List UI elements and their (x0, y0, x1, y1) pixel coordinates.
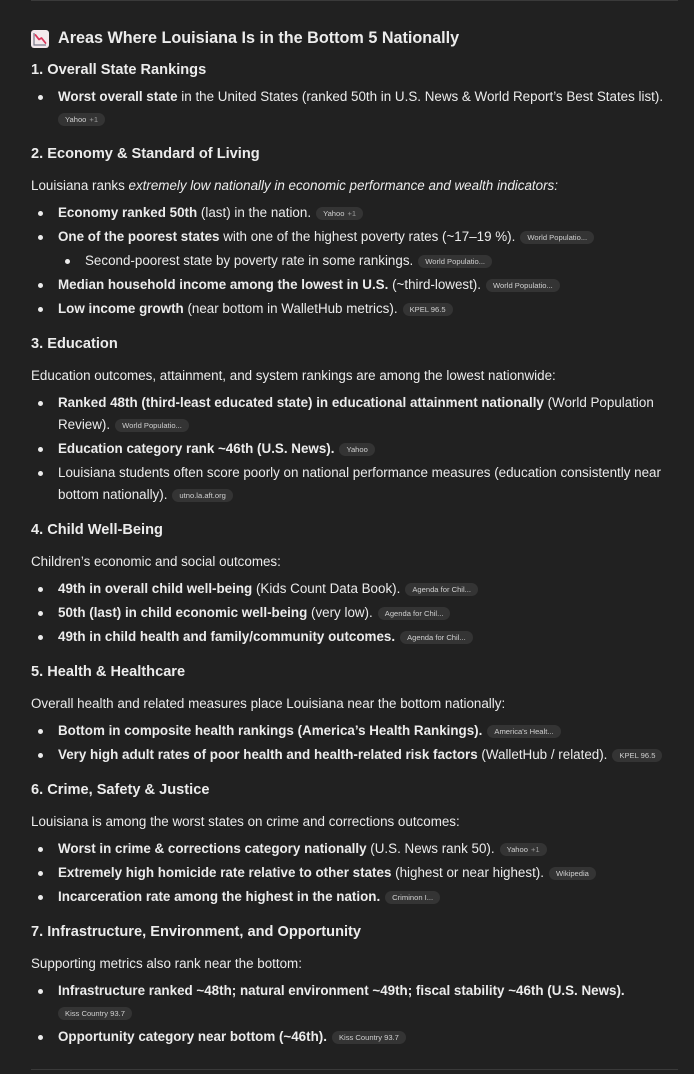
list-item: Low income growth (near bottom in WalletHub metrics). KPEL 96.5 (31, 298, 678, 320)
list-item: Louisiana students often score poorly on national performance measures (education consistently near bottom nationally). utno.la.aft.org (31, 462, 678, 506)
item-bold: Worst overall state (58, 89, 178, 104)
source-chip[interactable]: Yahoo +1 (316, 207, 363, 220)
list-item: Economy ranked 50th (last) in the nation. Yahoo +1 (31, 202, 678, 224)
section-intro-economy: Louisiana ranks extremely low nationally in economic performance and wealth indicators: (31, 178, 558, 193)
source-chip[interactable]: Yahoo +1 (500, 843, 547, 856)
section-heading-education: 3. Education (31, 336, 118, 352)
section-heading-overall-rankings: 1. Overall State Rankings (31, 62, 207, 78)
section-heading-economy: 2. Economy & Standard of Living (31, 146, 260, 162)
source-chip[interactable]: America's Healt... (487, 725, 560, 738)
section-list-economy (31, 202, 678, 320)
section-heading-infrastructure: 7. Infrastructure, Environment, and Opportunity (31, 924, 362, 940)
source-chip[interactable]: World Populatio... (115, 419, 189, 432)
section-list-education (31, 392, 678, 506)
section-intro-crime: Louisiana is among the worst states on crime and corrections outcomes: (31, 814, 460, 829)
source-chip[interactable]: World Populatio... (486, 279, 560, 292)
source-chip[interactable]: Kiss Country 93.7 (58, 1007, 132, 1020)
chart-decreasing-icon (31, 30, 49, 48)
source-chip[interactable]: World Populatio... (520, 231, 594, 244)
section-list-child-wellbeing (31, 578, 678, 648)
list-item: Ranked 48th (third-least educated state) in educational attainment nationally (World Population Review). World Populatio... (31, 392, 678, 436)
section-list-crime (31, 838, 678, 908)
list-item: Infrastructure ranked ~48th; natural environment ~49th; fiscal stability ~46th (U.S. News). Kiss Country 93.7 (31, 980, 678, 1024)
list-item: Education category rank ~46th (U.S. News). Yahoo (31, 438, 678, 460)
source-chip[interactable]: World Populatio... (418, 255, 492, 268)
list-item: Very high adult rates of poor health and health-related risk factors (WalletHub / related). KPEL 96.5 (31, 744, 678, 766)
list-item: 49th in overall child well-being (Kids Count Data Book). Agenda for Chil... (31, 578, 678, 600)
section-intro-education: Education outcomes, attainment, and system rankings are among the lowest nationwide: (31, 368, 556, 383)
list-item: Incarceration rate among the highest in the nation. Criminon I... (31, 886, 678, 908)
list-item: One of the poorest states with one of the highest poverty rates (~17–19 %). World Populatio... (31, 226, 678, 248)
source-chip[interactable]: Agenda for Chil... (405, 583, 478, 596)
section-list-overall-rankings (31, 86, 678, 130)
list-item-sub: Second-poorest state by poverty rate in some rankings. World Populatio... (31, 250, 678, 272)
section-heading-health: 5. Health & Healthcare (31, 664, 186, 680)
source-chip[interactable]: Agenda for Chil... (378, 607, 451, 620)
source-chip[interactable]: Yahoo +1 (58, 113, 105, 126)
top-divider (31, 0, 678, 1)
bottom-divider (31, 1069, 678, 1070)
section-list-infrastructure (31, 980, 678, 1048)
list-item (31, 86, 678, 130)
source-chip[interactable]: Yahoo (339, 443, 374, 456)
section-intro-infrastructure: Supporting metrics also rank near the bottom: (31, 956, 302, 971)
section-list-health (31, 720, 678, 766)
section-heading-child-wellbeing: 4. Child Well-Being (31, 522, 163, 538)
list-item: Bottom in composite health rankings (America’s Health Rankings). America's Healt... (31, 720, 678, 742)
source-chip[interactable]: KPEL 96.5 (612, 749, 662, 762)
source-chip[interactable]: Criminon I... (385, 891, 440, 904)
list-item: 50th (last) in child economic well-being (very low). Agenda for Chil... (31, 602, 678, 624)
list-item: 49th in child health and family/community outcomes. Agenda for Chil... (31, 626, 678, 648)
source-chip[interactable]: Kiss Country 93.7 (332, 1031, 406, 1044)
section-intro-child-wellbeing: Children’s economic and social outcomes: (31, 554, 281, 569)
list-item: Median household income among the lowest in U.S. (~third-lowest). World Populatio... (31, 274, 678, 296)
list-item: Opportunity category near bottom (~46th). Kiss Country 93.7 (31, 1026, 678, 1048)
list-item: Worst in crime & corrections category nationally (U.S. News rank 50). Yahoo +1 (31, 838, 678, 860)
section-heading-crime: 6. Crime, Safety & Justice (31, 782, 210, 798)
source-chip[interactable]: Agenda for Chil... (400, 631, 473, 644)
item-text: in the United States (ranked 50th in U.S. News & World Report’s Best States list). (177, 89, 664, 104)
page-title (31, 0, 678, 50)
source-chip[interactable]: Wikipedia (549, 867, 596, 880)
source-chip[interactable]: KPEL 96.5 (403, 303, 453, 316)
section-intro-health: Overall health and related measures place Louisiana near the bottom nationally: (31, 696, 506, 711)
page-title-text: Areas Where Louisiana Is in the Bottom 5 Nationally (58, 29, 460, 47)
list-item: Extremely high homicide rate relative to other states (highest or near highest). Wikipedia (31, 862, 678, 884)
source-chip[interactable]: utno.la.aft.org (172, 489, 232, 502)
